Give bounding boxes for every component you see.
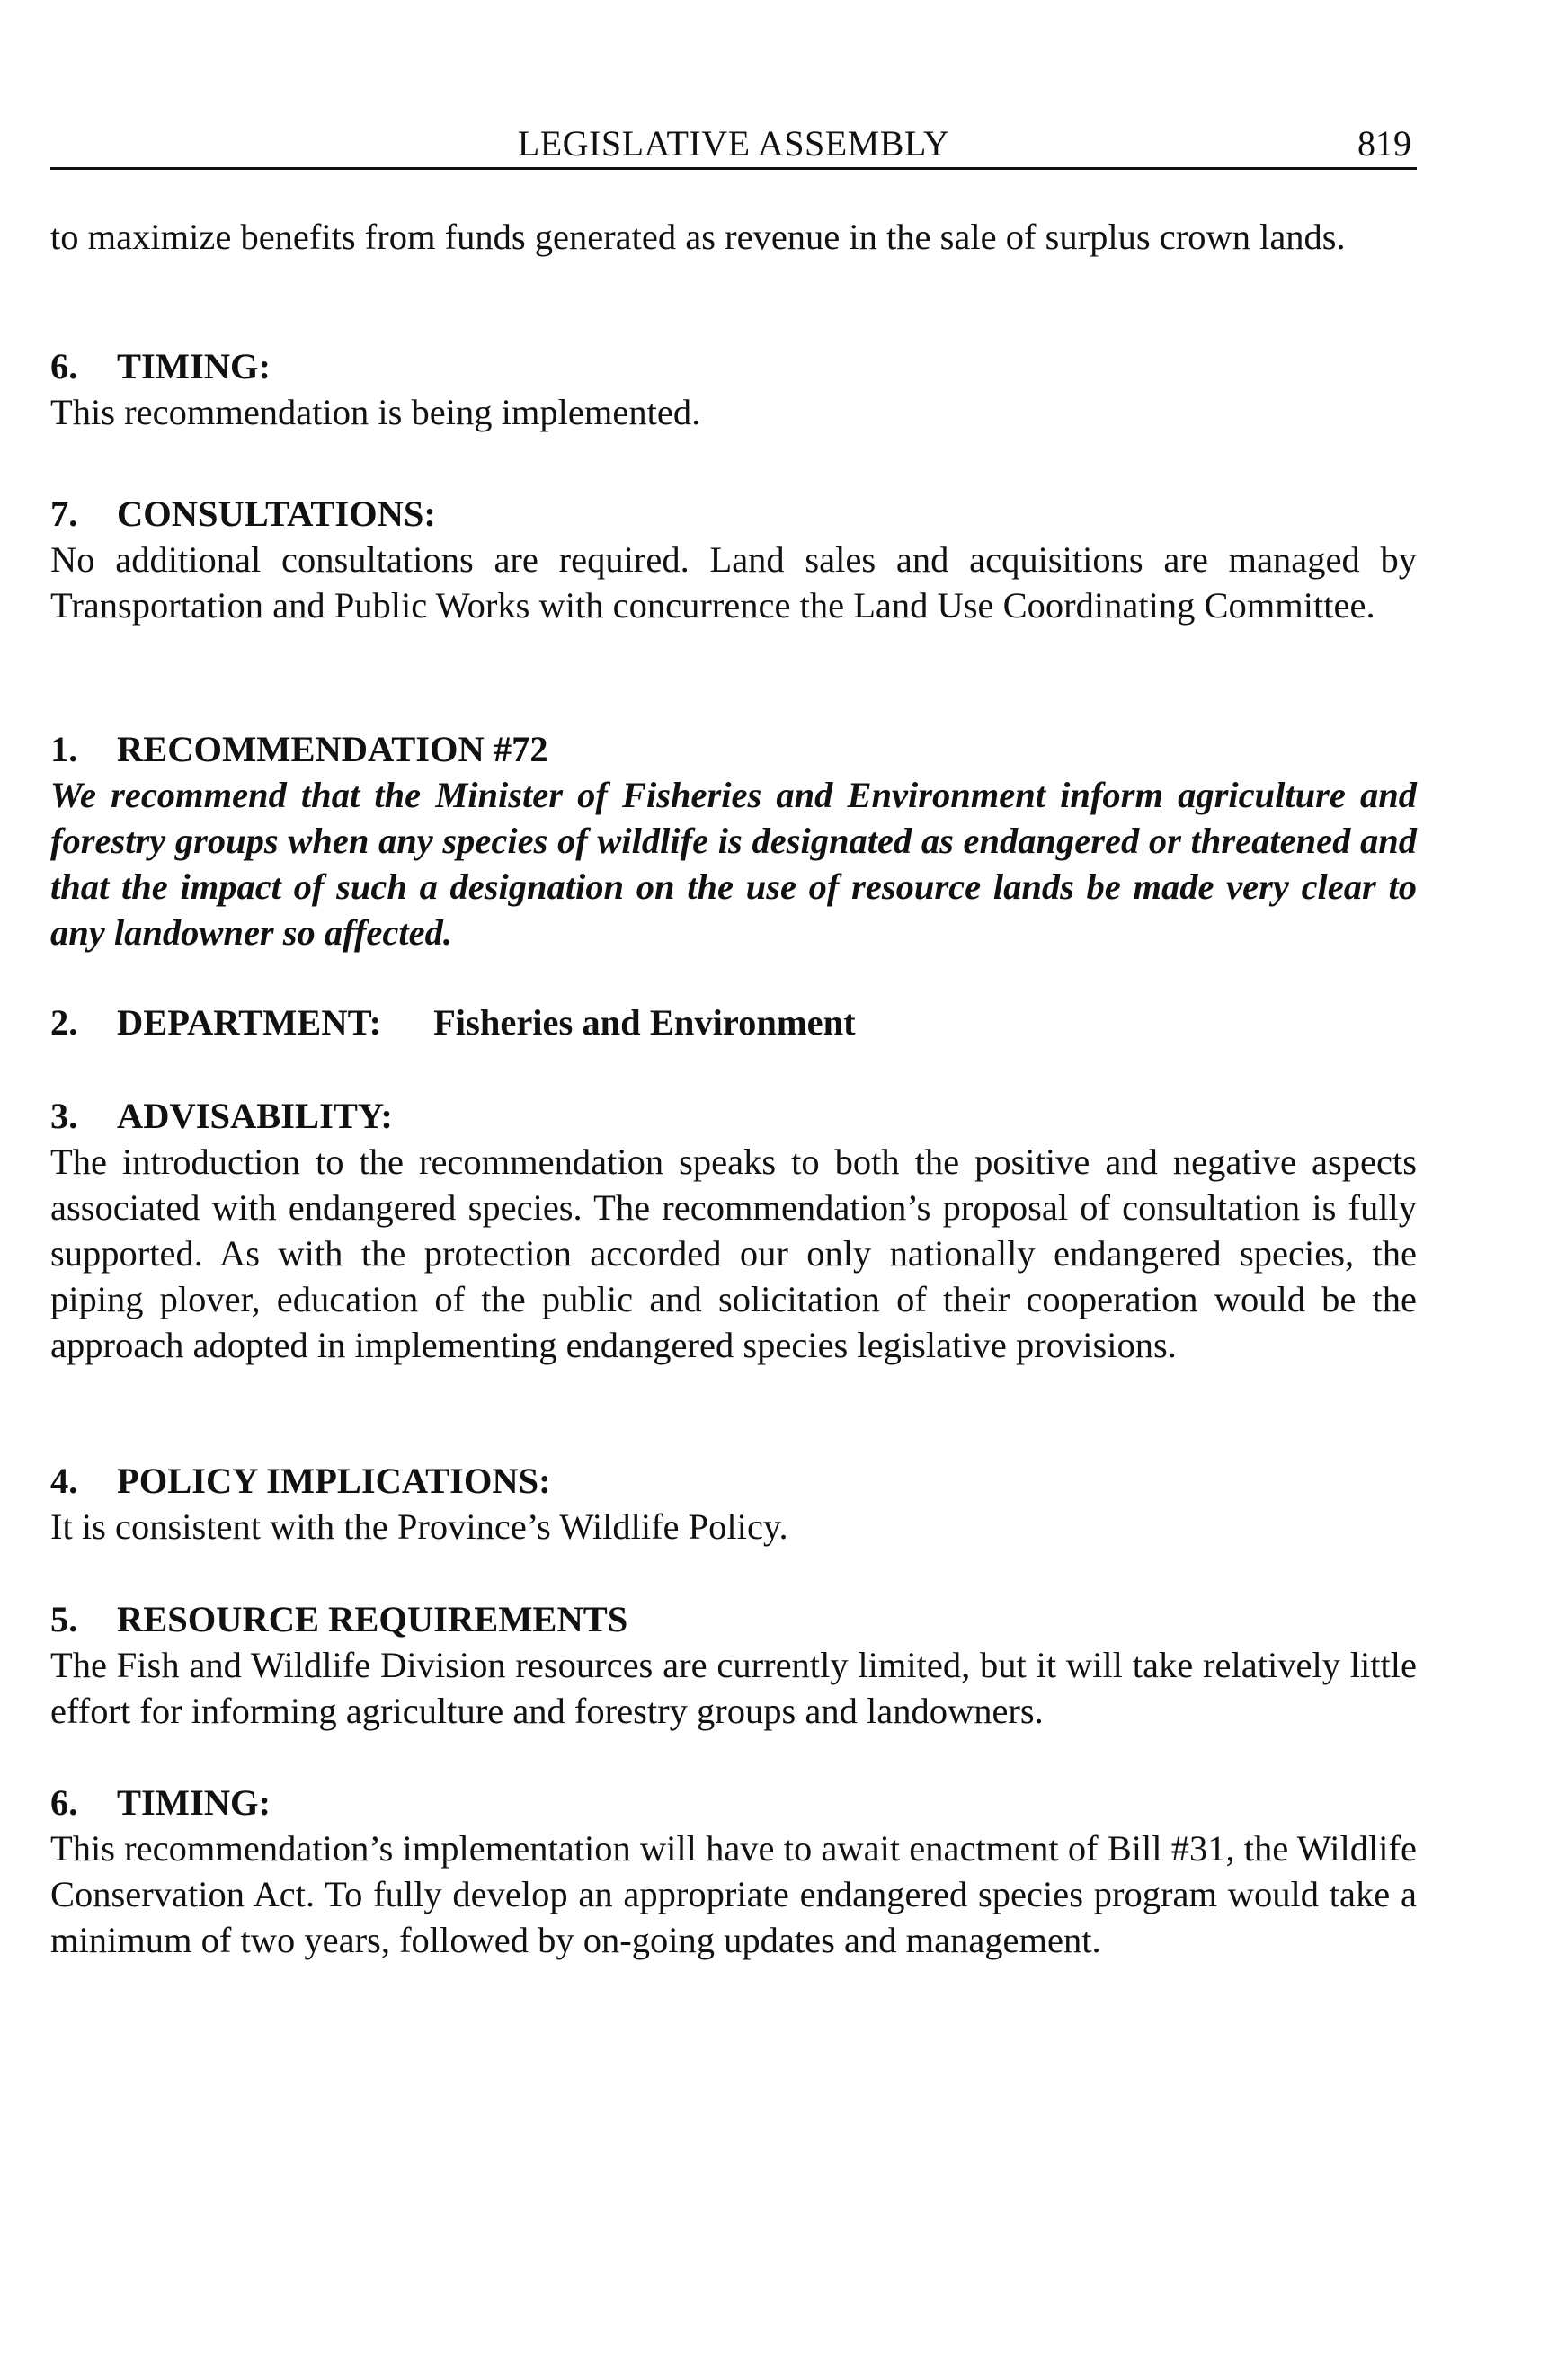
- section-body: The introduction to the recommendation speaks to both the positive and negative aspects associated with endangered species. The recommendation’s proposal of consultation is fully supported. As with the protection accorded our only nationally endangered species, the piping plover, education of the public and solicitation of their cooperation would be the approach adopted in implementing endangered species legislative provisions.: [50, 1141, 1417, 1365]
- section-body: The Fish and Wildlife Division resources are currently limited, but it will take relatively little effort for informing agriculture and forestry groups and landowners.: [50, 1645, 1417, 1731]
- section-body: This recommendation’s implementation will have to await enactment of Bill #31, the Wildlife Conservation Act. To fully develop an appropriate endangered species program would take a minimum of two years, followed by on-going updates and management.: [50, 1828, 1417, 1960]
- running-title: LEGISLATIVE ASSEMBLY: [517, 123, 950, 164]
- section-heading: [50, 343, 1417, 389]
- department-name: Fisheries and Environment: [433, 1002, 856, 1043]
- section-body: No additional consultations are required. Land sales and acquisitions are managed by Transportation and Public Works with concurrence the Land Use Coordinating Committee.: [50, 539, 1417, 626]
- section-number: 2.: [50, 1002, 78, 1043]
- section-recommendation: [50, 726, 1417, 955]
- section-heading: [50, 491, 1417, 537]
- continuation-paragraph: to maximize benefits from funds generated as revenue in the sale of surplus crown lands.: [50, 217, 1346, 257]
- section-heading: [50, 726, 1417, 772]
- section-timing: [50, 1780, 1417, 1963]
- section-body: This recommendation is being implemented.: [50, 392, 701, 432]
- section-consultations: [50, 491, 1417, 628]
- section-number: 7.: [50, 493, 78, 534]
- section-number: 5.: [50, 1599, 78, 1639]
- section-label: TIMING:: [117, 1782, 271, 1823]
- section-label: ADVISABILITY:: [117, 1096, 393, 1136]
- section-heading: [50, 1093, 1417, 1139]
- section-heading: [50, 999, 1417, 1045]
- section-advisability: [50, 1093, 1417, 1368]
- section-heading: [50, 1780, 1417, 1825]
- section-number: 3.: [50, 1096, 78, 1136]
- section-body: It is consistent with the Province’s Wildlife Policy.: [50, 1506, 788, 1547]
- section-label: RESOURCE REQUIREMENTS: [117, 1599, 628, 1639]
- section-label: POLICY IMPLICATIONS:: [117, 1461, 551, 1501]
- section-number: 6.: [50, 346, 78, 386]
- section-policy-implications: [50, 1458, 1417, 1550]
- section-label: TIMING:: [117, 346, 271, 386]
- section-label: DEPARTMENT:: [117, 1002, 382, 1043]
- recommendation-text: We recommend that the Minister of Fisheries and Environment inform agriculture and forestry groups when any species of wildlife is designated as endangered or threatened and that the impact of such a designation on the use of resource lands be made very clear to any landowner so affected.: [50, 775, 1417, 953]
- section-heading: [50, 1596, 1417, 1642]
- section-label: CONSULTATIONS:: [117, 493, 436, 534]
- page-number: 819: [1357, 123, 1411, 164]
- section-number: 6.: [50, 1782, 78, 1823]
- section-timing-previous: [50, 343, 1417, 435]
- section-department: [50, 999, 1417, 1045]
- section-number: 1.: [50, 729, 78, 769]
- section-heading: [50, 1458, 1417, 1504]
- running-header: [50, 122, 1417, 170]
- section-label: RECOMMENDATION #72: [117, 729, 548, 769]
- section-resource-requirements: [50, 1596, 1417, 1734]
- section-number: 4.: [50, 1461, 78, 1501]
